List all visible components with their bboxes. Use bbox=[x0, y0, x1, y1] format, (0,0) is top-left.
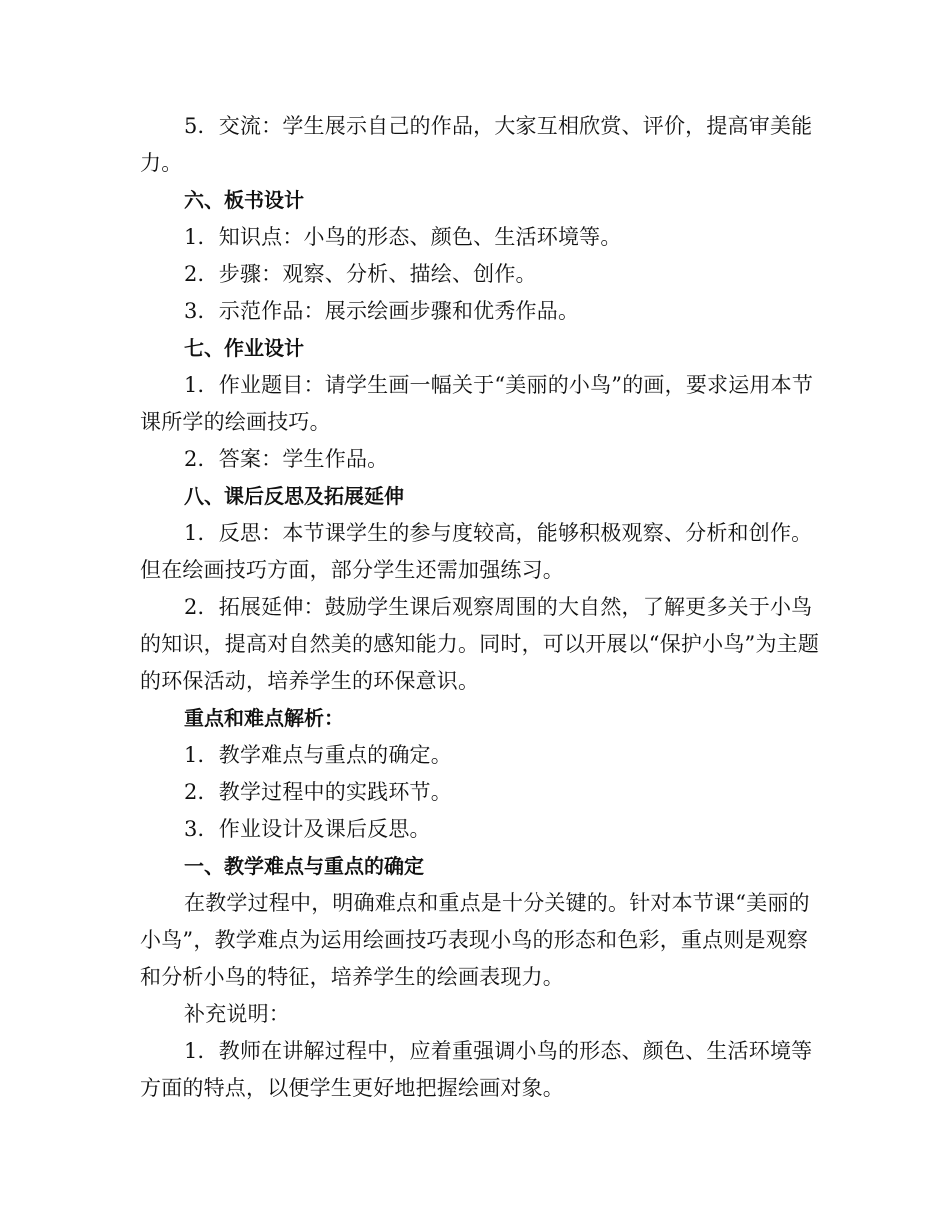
heading-reflection-extension: 八、课后反思及拓展延伸 bbox=[184, 484, 404, 508]
document-body bbox=[140, 108, 820, 1107]
paragraph-supplement-item-1: 1．教师在讲解过程中，应着重强调小鸟的形态、颜色、生活环境等方面的特点，以便学生更好地把握绘画对象。 bbox=[140, 1039, 813, 1100]
paragraph-supplement-label: 补充说明： bbox=[184, 1002, 290, 1026]
paragraph-answer: 2．答案：学生作品。 bbox=[184, 447, 389, 471]
paragraph-demo-works: 3．示范作品：展示绘画步骤和优秀作品。 bbox=[184, 299, 580, 323]
heading-board-design: 六、板书设计 bbox=[184, 188, 304, 212]
paragraph-exchange: 5．交流：学生展示自己的作品，大家互相欣赏、评价，提高审美能力。 bbox=[140, 114, 813, 175]
paragraph-extension: 2．拓展延伸：鼓励学生课后观察周围的大自然，了解更多关于小鸟的知识，提高对自然美的感知能力。同时，可以开展以“保护小鸟”为主题的环保活动，培养学生的环保意识。 bbox=[140, 595, 820, 693]
paragraph-key-points-body: 在教学过程中，明确难点和重点是十分关键的。针对本节课“美丽的小鸟”，教学难点为运用绘画技巧表现小鸟的形态和色彩，重点则是观察和分析小鸟的特征，培养学生的绘画表现力。 bbox=[140, 891, 810, 989]
paragraph-analysis-item-3: 3．作业设计及课后反思。 bbox=[184, 817, 431, 841]
paragraph-steps: 2．步骤：观察、分析、描绘、创作。 bbox=[184, 262, 537, 286]
paragraph-analysis-item-2: 2．教学过程中的实践环节。 bbox=[184, 780, 452, 804]
paragraph-homework-topic: 1．作业题目：请学生画一幅关于“美丽的小鸟”的画，要求运用本节课所学的绘画技巧。 bbox=[140, 373, 814, 434]
paragraph-analysis-item-1: 1．教学难点与重点的确定。 bbox=[184, 743, 452, 767]
heading-homework-design: 七、作业设计 bbox=[184, 336, 304, 360]
heading-determine-key-points: 一、教学难点与重点的确定 bbox=[184, 854, 424, 878]
paragraph-knowledge-points: 1．知识点：小鸟的形态、颜色、生活环境等。 bbox=[184, 225, 622, 249]
paragraph-reflection: 1．反思：本节课学生的参与度较高，能够积极观察、分析和创作。但在绘画技巧方面，部分学生还需加强练习。 bbox=[140, 521, 813, 582]
heading-key-difficult-analysis: 重点和难点解析： bbox=[184, 706, 344, 730]
